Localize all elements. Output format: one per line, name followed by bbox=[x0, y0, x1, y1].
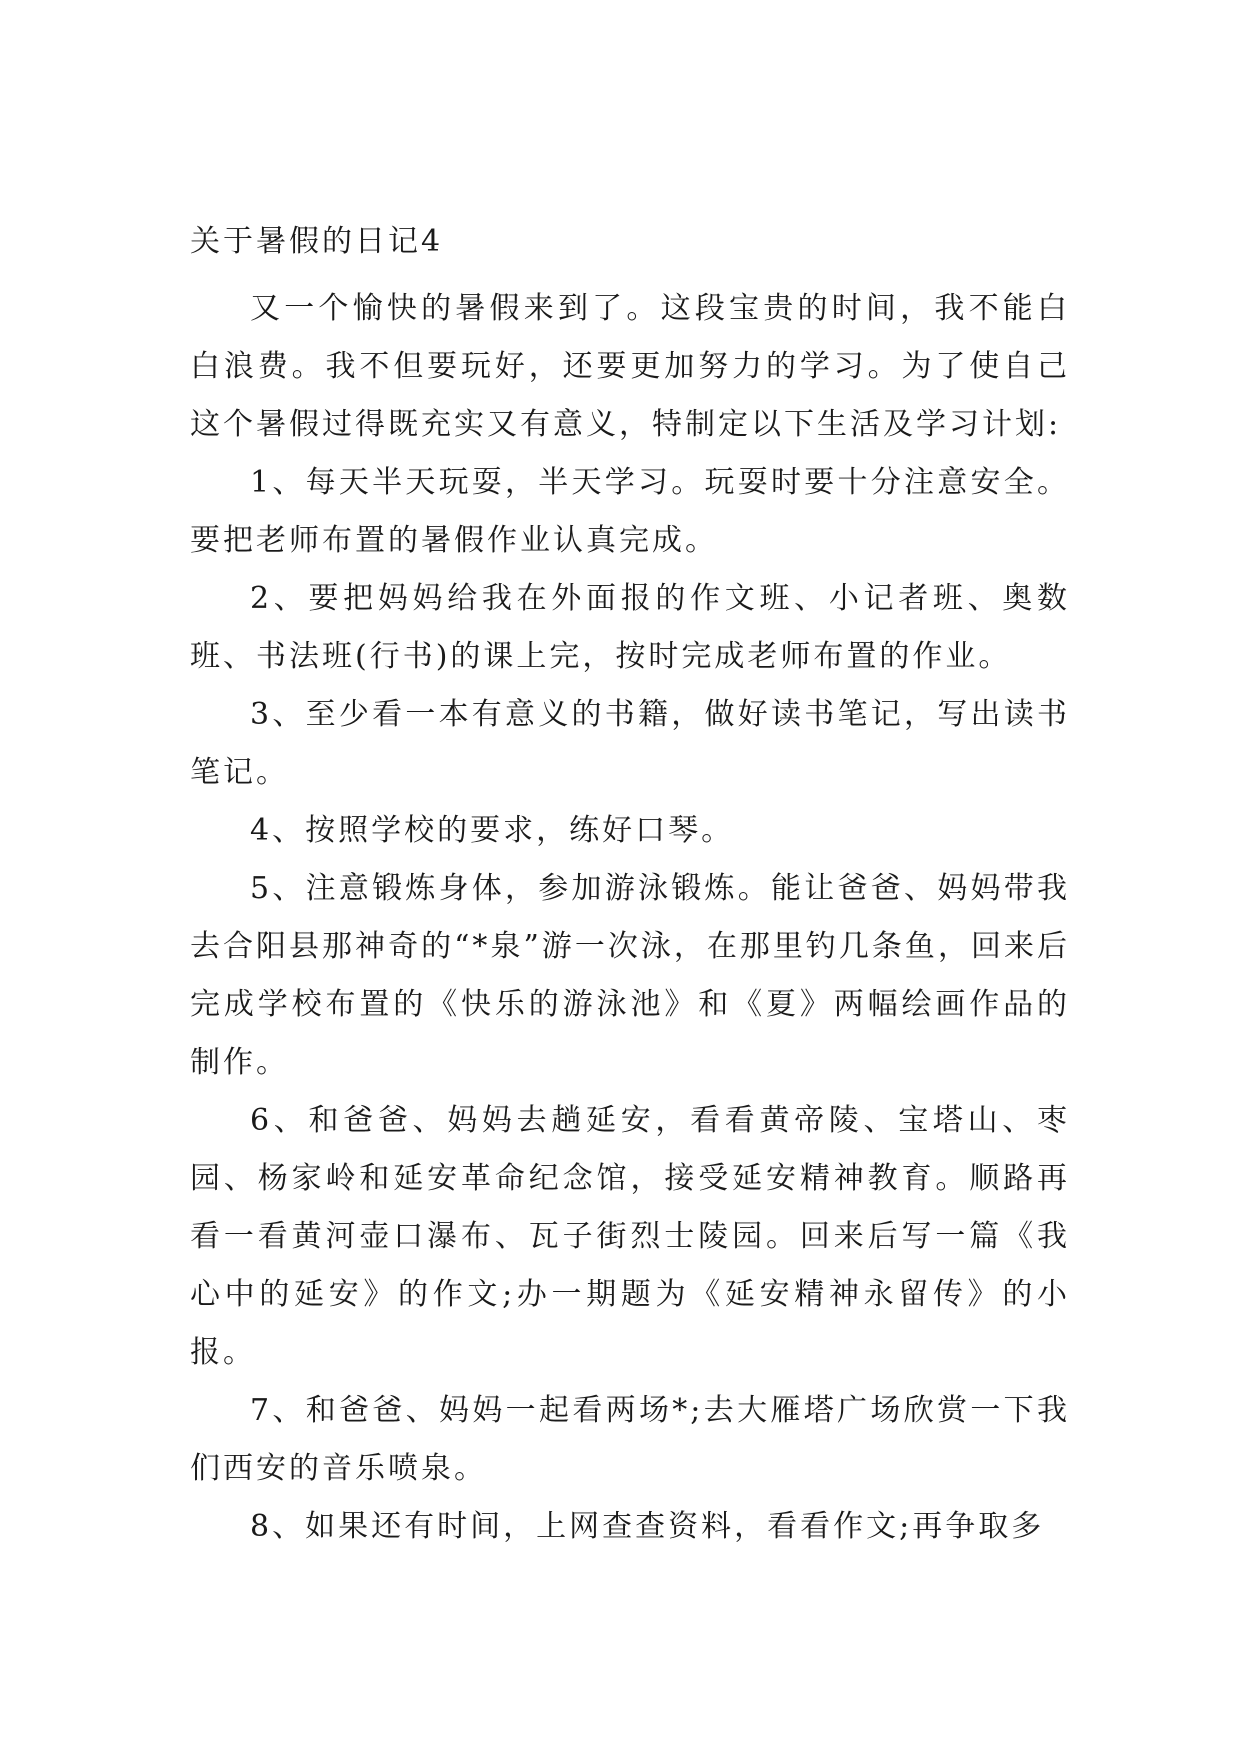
page-title: 关于暑假的日记4 bbox=[190, 224, 444, 259]
paragraph-intro: 又一个愉快的暑假来到了。这段宝贵的时间，我不能白白浪费。我不但要玩好，还要更加努力的学习。为了使自己这个暑假过得既充实又有意义，特制定以下生活及学习计划: bbox=[190, 291, 1070, 442]
paragraph-item-1: 1、每天半天玩耍，半天学习。玩耍时要十分注意安全。要把老师布置的暑假作业认真完成。 bbox=[190, 465, 1070, 558]
paragraph-item-4: 4、按照学校的要求，练好口琴。 bbox=[250, 813, 735, 848]
document-body bbox=[190, 212, 1070, 1556]
paragraph-item-2: 2、要把妈妈给我在外面报的作文班、小记者班、奥数班、书法班(行书)的课上完，按时完成老师布置的作业。 bbox=[190, 581, 1070, 674]
paragraph-item-3: 3、至少看一本有意义的书籍，做好读书笔记，写出读书笔记。 bbox=[190, 697, 1070, 790]
paragraph-item-5: 5、注意锻炼身体，参加游泳锻炼。能让爸爸、妈妈带我去合阳县那神奇的“*泉”游一次泳，在那里钓几条鱼，回来后完成学校布置的《快乐的游泳池》和《夏》两幅绘画作品的制作。 bbox=[190, 871, 1070, 1080]
paragraph-item-7: 7、和爸爸、妈妈一起看两场*;去大雁塔广场欣赏一下我们西安的音乐喷泉。 bbox=[190, 1393, 1070, 1486]
paragraph-item-6: 6、和爸爸、妈妈去趟延安，看看黄帝陵、宝塔山、枣园、杨家岭和延安革命纪念馆，接受延安精神教育。顺路再看一看黄河壶口瀑布、瓦子街烈士陵园。回来后写一篇《我心中的延安》的作文;办一期题为《延安精神永留传》的小报。 bbox=[190, 1103, 1070, 1370]
paragraph-item-8: 8、如果还有时间，上网查查资料，看看作文;再争取多 bbox=[250, 1509, 1045, 1544]
